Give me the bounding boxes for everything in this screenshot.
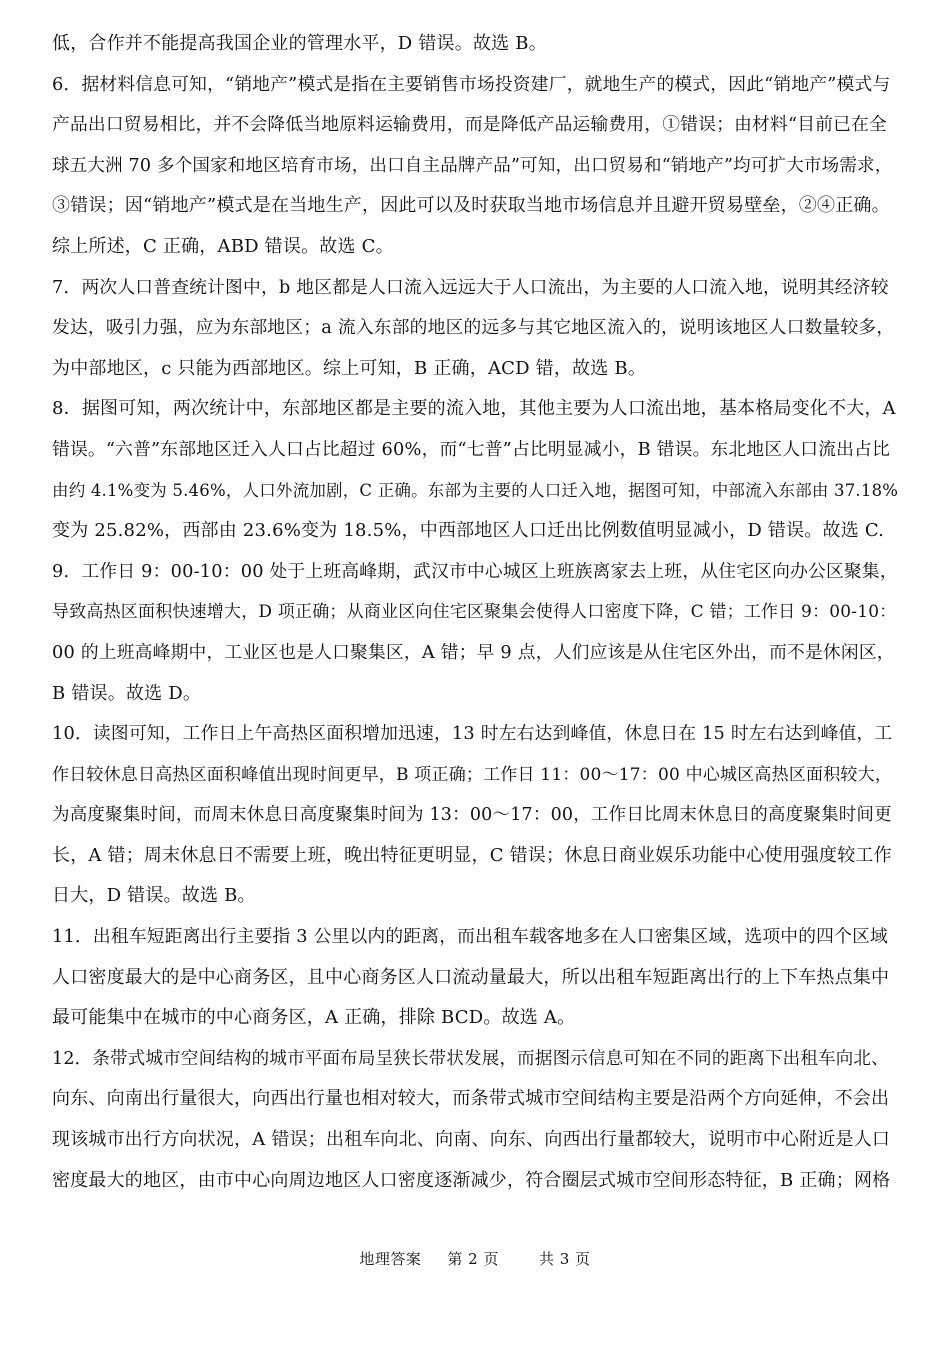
answer-text-body <box>52 24 898 1201</box>
text-line: 导致高热区面积快速增大，D 项正确；从商业区向住宅区聚集会使得人口密度下降，C 错；工作日 9：00-10： <box>52 602 897 623</box>
text-line: 作日较休息日高热区面积峰值出现时间更早，B 项正确；工作日 11：00～17：00 中心城区高热区面积较大， <box>52 764 893 785</box>
text-line: 最可能集中在城市的中心商务区，A 正确，排除 BCD。故选 A。 <box>52 1007 576 1029</box>
text-line: 00 的上班高峰期中，工业区也是人口聚集区，A 错；早 9 点，人们应该是从住宅区外出，而不是休闲区， <box>52 642 895 663</box>
text-line: 长，A 错；周末休息日不需要上班，晚出特征更明显，C 错误；休息日商业娱乐功能中心使用强度较工作 <box>52 844 892 866</box>
text-line: 12．条带式城市空间结构的城市平面布局呈狭长带状发展，而据图示信息可知在不同的距离下出租车向北、 <box>52 1048 889 1069</box>
text-line: 低，合作并不能提高我国企业的管理水平，D 错误。故选 B。 <box>52 33 547 54</box>
text-line: 现该城市出行方向状况，A 错误；出租车向北、向南、向东、向西出行量都较大，说明市中心附近是人口 <box>52 1129 891 1151</box>
text-line: 9．工作日 9：00-10：00 处于上班高峰期，武汉市中心城区上班族离家去上班，从住宅区向办公区聚集， <box>52 561 898 582</box>
text-line: 密度最大的地区，由市中心向周边地区人口密度逐渐减少，符合圈层式城市空间形态特征，B 正确；网格 <box>52 1169 891 1191</box>
footer-total-pages: 共 3 页 <box>539 1250 591 1268</box>
text-line: 人口密度最大的是中心商务区，且中心商务区人口流动量最大，所以出租车短距离出行的上下车热点集中 <box>52 966 890 988</box>
text-line: 发达，吸引力强，应为东部地区；a 流入东部的地区的远多与其它地区流入的，说明该地区人口数量较多， <box>52 318 895 339</box>
text-line: 6．据材料信息可知，“销地产”模式是指在主要销售市场投资建厂，就地生产的模式，因此“销地产”模式与 <box>52 74 891 95</box>
text-line: 8．据图可知，两次统计中，东部地区都是主要的流入地，其他主要为人口流出地，基本格局变化不大，A <box>52 398 896 420</box>
text-line: 变为 25.82%，西部由 23.6%变为 18.5%，中西部地区人口迁出比例数值明显减小，D 错误。故选 C. <box>52 520 885 542</box>
text-line: ③错误；因“销地产”模式是在当地生产，因此可以及时获取当地市场信息并且避开贸易壁垒，②④正确。 <box>52 195 890 217</box>
text-line: B 错误。故选 D。 <box>52 682 202 704</box>
text-line: 由约 4.1%变为 5.46%，人口外流加剧，C 正确。东部为主要的人口迁入地，据图可知，中部流入东部由 37.18% <box>52 480 898 500</box>
text-line: 10．读图可知，工作日上午高热区面积增加迅速，13 时左右达到峰值，休息日在 15 时左右达到峰值，工 <box>52 724 893 745</box>
footer-subject: 地理答案 <box>359 1250 422 1268</box>
text-line: 综上所述，C 正确，ABD 错误。故选 C。 <box>52 235 394 257</box>
text-line: 向东、向南出行量很大，向西出行量也相对较大，而条带式城市空间结构主要是沿两个方向延伸，不会出 <box>52 1088 890 1110</box>
text-line: 日大，D 错误。故选 B。 <box>52 885 256 907</box>
text-line: 球五大洲 70 多个国家和地区培育市场，出口自主品牌产品”可知，出口贸易和“销地产”均可扩大市场需求， <box>52 155 893 176</box>
footer-page-number: 第 2 页 <box>447 1250 499 1268</box>
text-line: 7．两次人口普查统计图中，b 地区都是人口流入远远大于人口流出，为主要的人口流入地，说明其经济较 <box>52 277 889 298</box>
text-line: 产品出口贸易相比，并不会降低当地原料运输费用，而是降低产品运输费用，①错误；由材料“目前已在全 <box>52 115 887 136</box>
text-line: 错误。“六普”东部地区迁入人口占比超过 60%，而“七普”占比明显减小，B 错误。东北地区人口流出占比 <box>52 439 891 460</box>
text-line: 为中部地区，c 只能为西部地区。综上可知，B 正确，ACD 错，故选 B。 <box>52 357 647 379</box>
text-line: 11．出租车短距离出行主要指 3 公里以内的距离，而出租车载客地多在人口密集区域，选项中的四个区域 <box>52 927 888 948</box>
text-line: 为高度聚集时间，而周末休息日高度聚集时间为 13：00～17：00，工作日比周末休息日的高度聚集时间更 <box>52 805 892 826</box>
page-footer <box>0 1248 950 1269</box>
